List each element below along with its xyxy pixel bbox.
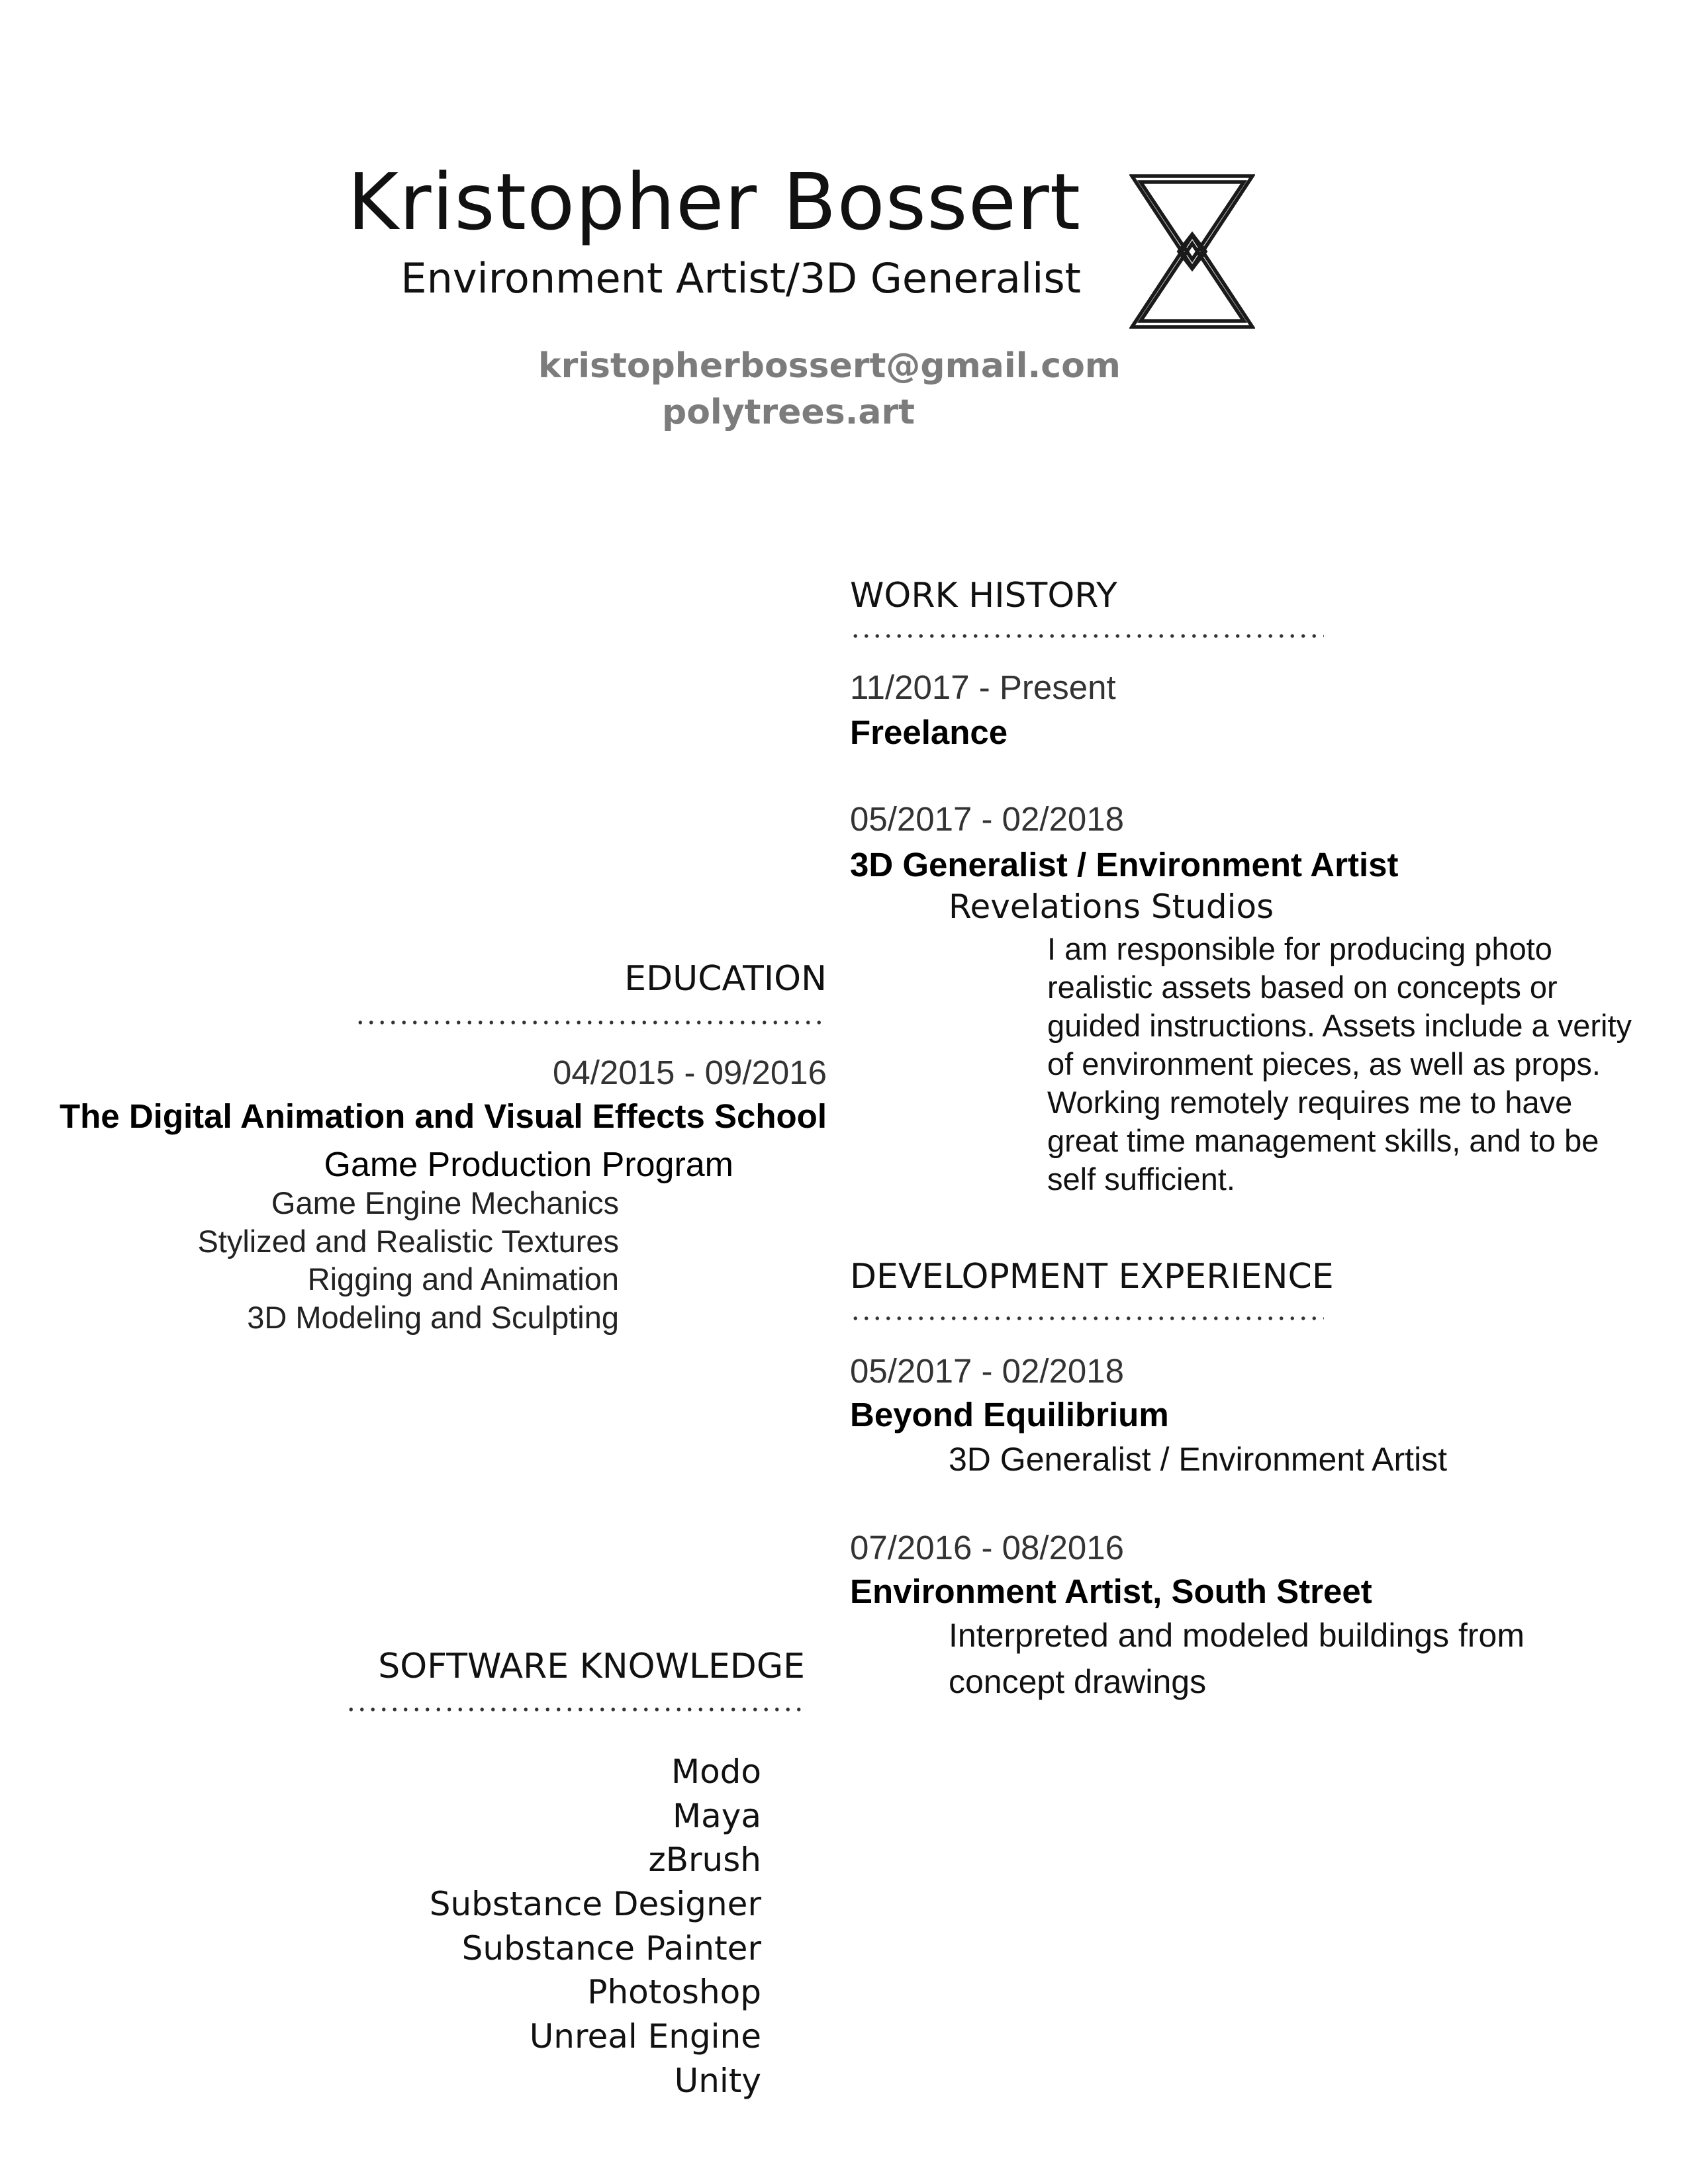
dev-entry-2-description-line-2: concept drawings [949, 1663, 1207, 1700]
work-entry-2-dates: 05/2017 - 02/2018 [850, 800, 1125, 838]
software-knowledge-heading: SOFTWARE KNOWLEDGE [378, 1647, 805, 1686]
software-item: Unreal Engine [529, 2017, 761, 2056]
software-item: Substance Designer [429, 1885, 761, 1923]
work-entry-2-company: Revelations Studios [949, 887, 1274, 926]
education-heading: EDUCATION [624, 959, 827, 999]
dev-entry-2-title: Environment Artist, South Street [850, 1572, 1372, 1610]
software-item: Substance Painter [461, 1929, 761, 1968]
email-link[interactable]: kristopherbossert@gmail.com [538, 346, 1121, 386]
software-item: Modo [671, 1752, 761, 1791]
development-experience-divider [850, 1315, 1324, 1322]
software-item: Maya [672, 1797, 761, 1835]
dev-entry-1-title: Beyond Equilibrium [850, 1396, 1169, 1433]
work-history-heading: WORK HISTORY [850, 576, 1117, 615]
website-link[interactable]: polytrees.art [661, 392, 915, 432]
dev-entry-2-dates: 07/2016 - 08/2016 [850, 1529, 1125, 1567]
education-dates: 04/2015 - 09/2016 [552, 1054, 827, 1091]
education-school: The Digital Animation and Visual Effects School [59, 1097, 827, 1135]
software-item: zBrush [648, 1841, 761, 1879]
candidate-title: Environment Artist/3D Generalist [400, 254, 1081, 302]
software-item: Unity [674, 2062, 761, 2100]
education-course: Stylized and Realistic Textures [197, 1224, 619, 1259]
education-course: Game Engine Mechanics [271, 1185, 619, 1220]
software-item: Photoshop [587, 1973, 761, 2011]
work-entry-2-title: 3D Generalist / Environment Artist [850, 846, 1399, 884]
development-experience-heading: DEVELOPMENT EXPERIENCE [850, 1257, 1334, 1297]
education-course: Rigging and Animation [307, 1261, 619, 1297]
candidate-name: Kristopher Bossert [347, 156, 1081, 248]
work-entry-2-description: I am responsible for producing photo realistic assets based on concepts or guided instructions. Assets include a verity of environment pieces, as well as props. Working remotely requires me to have great time management skills, and to be self sufficient. [1047, 931, 1632, 1197]
hourglass-triangle-logo-icon [1129, 173, 1255, 330]
education-course: 3D Modeling and Sculpting [247, 1300, 619, 1335]
work-entry-1-dates: 11/2017 - Present [850, 668, 1116, 706]
dev-entry-2-description-line-1: Interpreted and modeled buildings from [949, 1617, 1524, 1654]
education-program: Game Production Program [324, 1146, 733, 1184]
education-divider [355, 1019, 827, 1026]
dev-entry-1-role: 3D Generalist / Environment Artist [949, 1441, 1448, 1478]
software-knowledge-divider [346, 1706, 805, 1713]
work-entry-1-title: Freelance [850, 713, 1008, 751]
work-history-divider [850, 633, 1324, 639]
dev-entry-1-dates: 05/2017 - 02/2018 [850, 1352, 1125, 1390]
